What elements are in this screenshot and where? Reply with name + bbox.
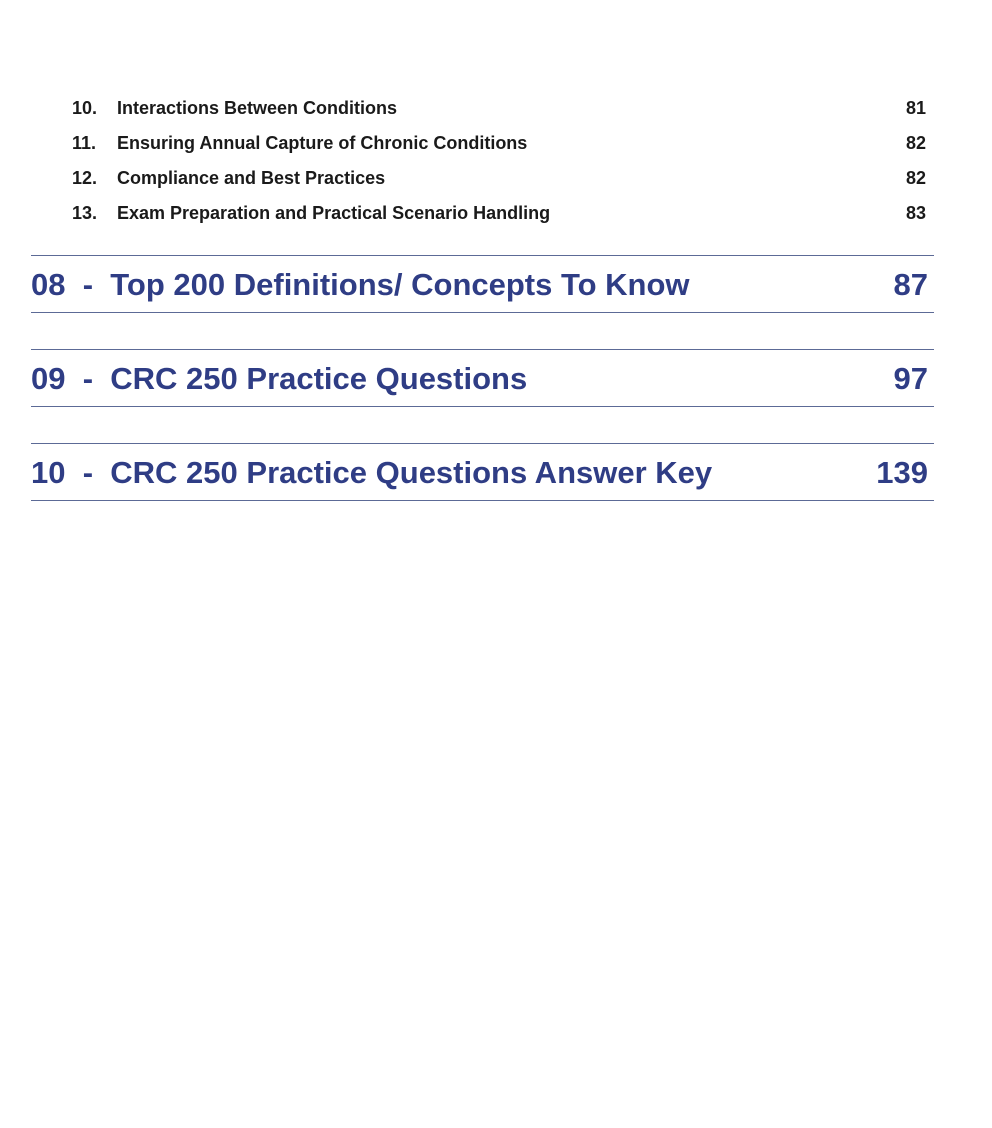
subsection-number: 12.	[72, 168, 98, 188]
toc-chapter-09[interactable]	[31, 349, 934, 407]
toc-chapter-10[interactable]	[31, 443, 934, 501]
chapter-number: 08	[31, 267, 66, 302]
chapter-number: 10	[31, 455, 66, 490]
chapter-title: CRC 250 Practice Questions	[110, 361, 528, 396]
chapter-separator: -	[82, 455, 94, 490]
subsection-number: 11.	[72, 133, 97, 153]
toc-subsection-row[interactable]	[0, 197, 992, 232]
subsection-page: 81	[905, 98, 926, 118]
subsection-page: 82	[905, 133, 926, 153]
subsection-page: 83	[905, 203, 926, 223]
subsection-title: Interactions Between Conditions	[117, 98, 398, 118]
toc-subsection-row[interactable]	[0, 127, 992, 162]
chapter-number: 09	[31, 361, 66, 396]
chapter-heading	[31, 267, 690, 303]
chapter-page: 139	[876, 455, 928, 490]
subsection-number: 13.	[72, 203, 98, 223]
chapter-separator: -	[82, 361, 94, 396]
subsection-number: 10.	[72, 98, 98, 118]
toc-subsection-row[interactable]	[0, 162, 992, 197]
subsection-title: Compliance and Best Practices	[117, 168, 386, 188]
subsection-title: Ensuring Annual Capture of Chronic Conditions	[117, 133, 528, 153]
subsection-page: 82	[905, 168, 926, 188]
chapter-heading	[31, 361, 527, 397]
chapter-separator: -	[82, 267, 94, 302]
chapter-page: 97	[893, 361, 928, 396]
toc-chapter-08[interactable]	[31, 255, 934, 313]
chapter-page: 87	[893, 267, 928, 302]
chapter-title: Top 200 Definitions/ Concepts To Know	[110, 267, 690, 302]
subsection-title: Exam Preparation and Practical Scenario Handling	[117, 203, 551, 223]
chapter-heading	[31, 455, 712, 491]
chapter-title: CRC 250 Practice Questions Answer Key	[110, 455, 713, 490]
toc-subsection-row[interactable]	[0, 92, 992, 127]
toc-subsection-list	[0, 92, 992, 232]
